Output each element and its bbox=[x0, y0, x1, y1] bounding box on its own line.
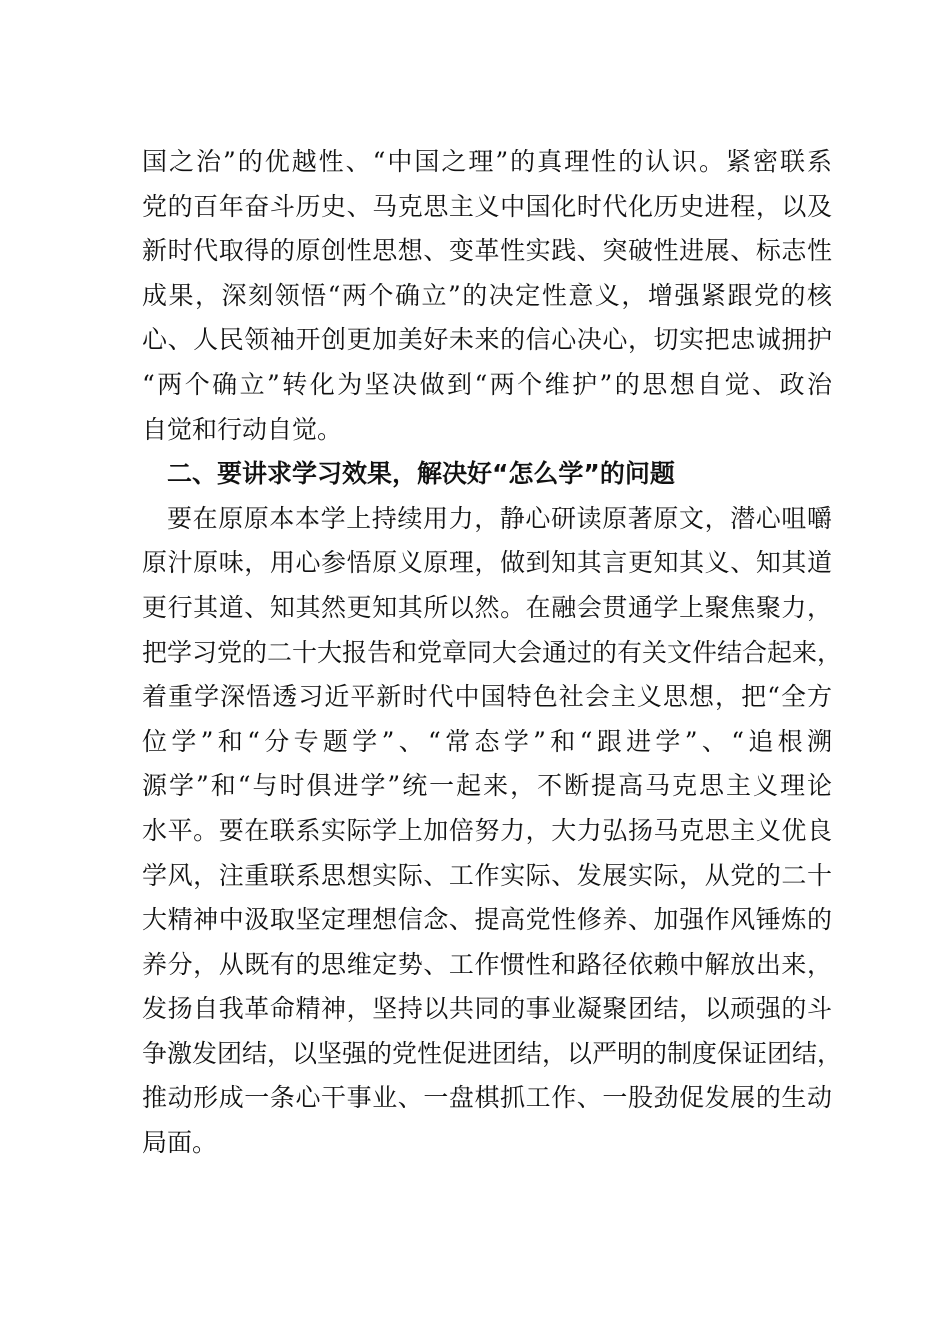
paragraph-2-line-5: 着重学深悟透习近平新时代中国特色社会主义思想，把“全方 bbox=[142, 682, 832, 712]
paragraph-2-line-7: 源学”和“与时俱进学”统一起来，不断提高马克思主义理论 bbox=[142, 771, 832, 801]
paragraph-2-line-9: 学风，注重联系思想实际、工作实际、发展实际，从党的二十 bbox=[142, 860, 832, 890]
paragraph-1-line-4: 成果，深刻领悟“两个确立”的决定性意义，增强紧跟党的核 bbox=[142, 280, 832, 310]
paragraph-2-line-15: 局面。 bbox=[142, 1128, 218, 1158]
paragraph-1-line-3: 新时代取得的原创性思想、变革性实践、突破性进展、标志性 bbox=[142, 236, 832, 266]
paragraph-2-line-11: 养分，从既有的思维定势、工作惯性和路径依赖中解放出来， bbox=[142, 949, 832, 979]
paragraph-2-line-2: 原汁原味，用心参悟原义原理，做到知其言更知其义、知其道 bbox=[142, 548, 832, 578]
paragraph-2-line-12: 发扬自我革命精神，坚持以共同的事业凝聚团结，以顽强的斗 bbox=[142, 994, 832, 1024]
paragraph-1-line-6: “两个确立”转化为坚决做到“两个维护”的思想自觉、政治 bbox=[142, 369, 832, 399]
paragraph-2-line-6: 位学”和“分专题学”、“常态学”和“跟进学”、“追根溯 bbox=[142, 726, 832, 756]
paragraph-2-line-8: 水平。要在联系实际学上加倍努力，大力弘扬马克思主义优良 bbox=[142, 815, 832, 845]
paragraph-2-line-4: 把学习党的二十大报告和党章同大会通过的有关文件结合起来， bbox=[142, 637, 843, 667]
document-body bbox=[142, 140, 843, 1166]
paragraph-2-line-13: 争激发团结，以坚强的党性促进团结，以严明的制度保证团结， bbox=[142, 1038, 843, 1068]
paragraph-1-line-2: 党的百年奋斗历史、马克思主义中国化时代化历史进程，以及 bbox=[142, 191, 832, 221]
section-heading: 二、要讲求学习效果，解决好“怎么学”的问题 bbox=[167, 459, 675, 489]
paragraph-2-line-10: 大精神中汲取坚定理想信念、提高党性修养、加强作风锤炼的 bbox=[142, 905, 832, 935]
paragraph-1-line-5: 心、人民领袖开创更加美好未来的信心决心，切实把忠诚拥护 bbox=[142, 325, 832, 355]
paragraph-2-line-1: 要在原原本本学上持续用力，静心研读原著原文，潜心咀嚼 bbox=[167, 503, 832, 533]
paragraph-2-line-14: 推动形成一条心干事业、一盘棋抓工作、一股劲促发展的生动 bbox=[142, 1083, 832, 1113]
paragraph-1-line-7: 自觉和行动自觉。 bbox=[142, 414, 343, 444]
paragraph-2-line-3: 更行其道、知其然更知其所以然。在融会贯通学上聚焦聚力， bbox=[142, 592, 832, 622]
paragraph-1-line-1: 国之治”的优越性、“中国之理”的真理性的认识。紧密联系 bbox=[142, 147, 832, 176]
